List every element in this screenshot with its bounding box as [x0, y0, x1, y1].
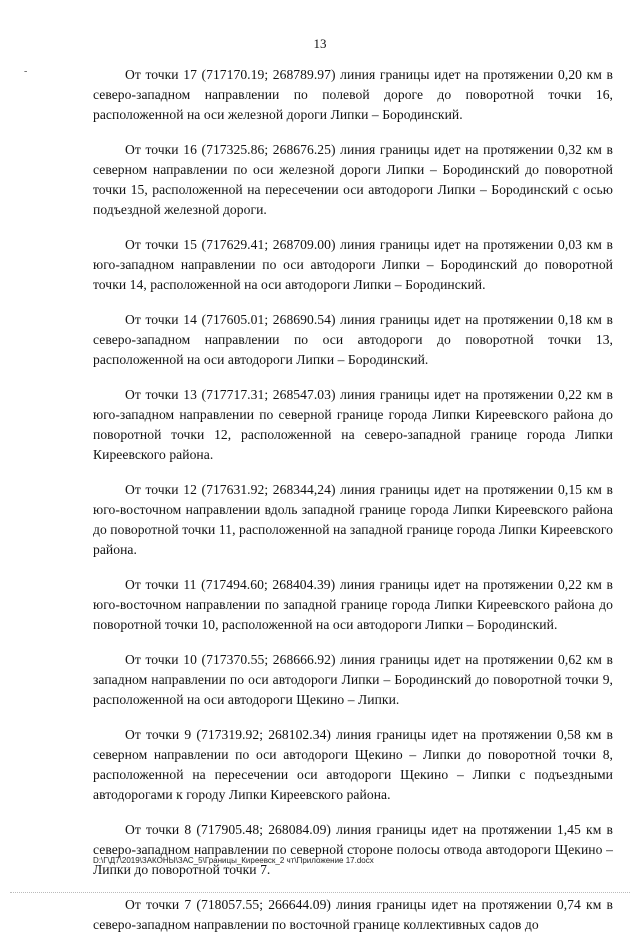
paragraph-point-15: От точки 15 (717629.41; 268709.00) линия границы идет на протяжении 0,03 км в юго-западном направлении по оси автодороги Липки – Бородинский до поворотной точки 14, расположенной на оси автодороги Липки – Бородинский. [93, 237, 613, 292]
stray-mark: - [24, 66, 28, 77]
paragraph-point-8: От точки 8 (717905.48; 268084.09) линия границы идет на протяжении 1,45 км в северо-западном направлении по северной стороне полосы отвода автодороги Щекино – Липки до поворотной точки 7. [93, 822, 613, 877]
paragraph-point-11: От точки 11 (717494.60; 268404.39) линия границы идет на протяжении 0,22 км в юго-восточном направлении по западной границе города Липки Киреевского района до поворотной точки 10, расположенной на оси автодороги Липки – Бородинский. [93, 577, 613, 632]
paragraph-point-13: От точки 13 (717717.31; 268547.03) линия границы идет на протяжении 0,22 км в юго-западном направлении по северной границе города Липки Киреевского района до поворотной точки 12, расположенной на северо-западной границе города Липки Киреевского района. [93, 387, 613, 462]
paragraph-point-14: От точки 14 (717605.01; 268690.54) линия границы идет на протяжении 0,18 км в северо-западном направлении по оси автодороги до поворотной точки 13, расположенной на оси автодороги Липки – Бородинский. [93, 312, 613, 367]
scan-artifact-line [10, 892, 630, 895]
page-number: 13 [313, 36, 327, 51]
paragraph-point-17: От точки 17 (717170.19; 268789.97) линия границы идет на протяжении 0,20 км в северо-западном направлении по полевой дороге до поворотной точки 16, расположенной на оси железной дороги Липки – Бородинский. [93, 67, 613, 122]
footer-file-path: D:\Г\Д7\2019\ЗАКОНЫ\ЗАС_5\Границы_Киреевск_2 чт\Приложение 17.docx [93, 856, 374, 865]
document-body [93, 65, 613, 950]
paragraph-point-9: От точки 9 (717319.92; 268102.34) линия границы идет на протяжении 0,58 км в северном направлении по оси автодороги Щекино – Липки до поворотной точки 8, расположенной на пересечении оси автодороги Щекино – Липки с подъездными автодорогами к городу Липки Киреевского района. [93, 727, 613, 802]
paragraph-point-12: От точки 12 (717631.92; 268344,24) линия границы идет на протяжении 0,15 км в юго-восточном направлении вдоль западной границе города Липки Киреевского района до поворотной точки 11, расположенной на западной границе города Липки Киреевского района. [93, 482, 613, 557]
paragraph-point-10: От точки 10 (717370.55; 268666.92) линия границы идет на протяжении 0,62 км в западном направлении по оси автодороги Липки – Бородинский до поворотной точки 9, расположенной на оси автодороги Щекино – Липки. [93, 652, 613, 707]
paragraph-point-16: От точки 16 (717325.86; 268676.25) линия границы идет на протяжении 0,32 км в северном направлении по оси железной дороги Липки – Бородинский до поворотной точки 15, расположенной на пересечении оси автодороги Липки – Бородинский с осью подъездной железной дороги. [93, 142, 613, 217]
paragraph-point-7: От точки 7 (718057.55; 266644.09) линия границы идет на протяжении 0,74 км в северо-западном направлении по восточной границе коллективных садов до [93, 897, 613, 932]
